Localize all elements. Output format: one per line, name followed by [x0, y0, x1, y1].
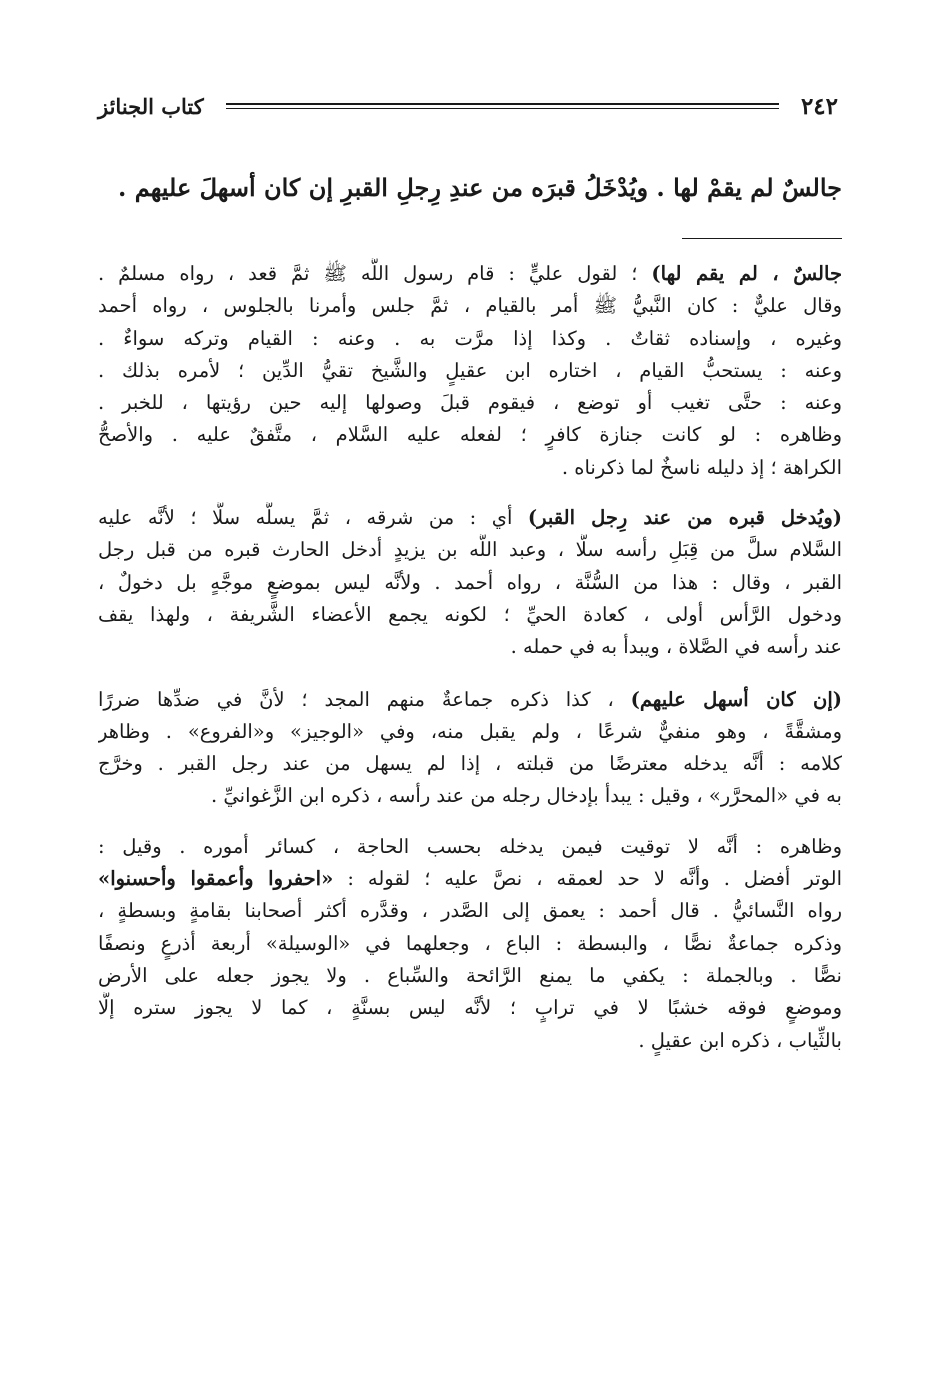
text-line: بالثِّياب ، ذكره ابن عقيلٍ .	[638, 1028, 842, 1052]
text-line: رواه النَّسائيُّ . قال أحمد : يعمق إلى الصَّدر ، وقدَّره أكثر أصحابنا بقامةٍ وبسطةٍ ،	[98, 899, 842, 923]
text-line: كلامه : أنَّه يدخله معترضًا من قبلته ، إذا لم يسهل من عند رجل القبر . وخرَّج	[98, 752, 842, 776]
text-line: ومشقَّةً ، وهو منفيٌّ شرعًا ، ولم يقبل منه، وفي «الوجيز» و«الفروع» . وظاهر	[98, 719, 842, 743]
paragraph-1	[98, 258, 842, 484]
lemma: (إن كان أسهل عليهم)	[630, 687, 842, 711]
paragraph-3	[98, 684, 842, 813]
text-line: نصًّا . وبالجملة : يكفي ما يمنع الرَّائحة والسِّباع . ولا يجوز جعله على الأرض	[98, 963, 842, 987]
lemma: (ويُدخل قبره من عند رِجل القبر)	[527, 506, 842, 530]
hadith-quote: «احفروا وأعمقوا وأحسنوا»	[98, 867, 334, 891]
matn-separator	[682, 238, 842, 239]
text-line: وغيره ، وإسناده ثقاتٌ . وكذا إذا مرَّت به . وعنه : القيام وتركه سواءٌ .	[98, 326, 842, 350]
text-line: وموضعٍ فوقه خشبًا لا في ترابٍ ؛ لأنَّه ليس بسنَّةٍ ، كما لا يجوز ستره إلَّا	[98, 996, 842, 1020]
paragraph-4	[98, 831, 842, 1057]
text-line: (إن كان أسهل عليهم) ، كذا ذكره جماعةٌ منهم المجد ؛ لأنَّ في ضدِّها ضررًا	[98, 687, 842, 711]
text-line: السَّلام سلَّ من قِبَلِ رأسه سلًّا ، وعبد اللَّه بن يزيدٍ أدخل الحارث قبره من قبل رجل	[98, 538, 842, 562]
text-line: وقال عليٌّ : كان النَّبيُّ ﷺ أمر بالقيام ، ثمَّ جلس وأمرنا بالجلوس ، رواه أحمد	[98, 294, 842, 318]
text-line: (ويُدخل قبره من عند رِجل القبر) أي : من شرقه ، ثمَّ يسلُّه سلًّا ؛ لأنَّه عليه	[98, 506, 842, 530]
text-line: جالسٌ ، لم يقم لها) ؛ لقول عليٍّ : قام رسول اللَّه ﷺ ثمَّ قعد ، رواه مسلمٌ .	[98, 262, 842, 285]
header-rule	[226, 103, 779, 109]
text-line: به في «المحرَّر» ، وقيل : يبدأ بإدخال رجله من عند رأسه ، ذكره ابن الزَّغوانيِّ .	[211, 784, 842, 808]
text-line: الوتر أفضل . وأنَّه لا حد لعمقه ، نصَّ عليه ؛ لقوله : «احفروا وأعمقوا وأحسنوا»	[98, 867, 842, 891]
page-number: ٢٤٢	[800, 92, 838, 120]
text-line: الكراهة ؛ إذ دليله ناسخٌ لما ذكرناه .	[561, 455, 842, 479]
commentary	[98, 258, 842, 1065]
book-title: كتاب الجنائز	[98, 93, 204, 119]
matn-text: جالسٌ لم يقمْ لها . ويُدْخَلُ قبرَه من عندِ رِجلِ القبرِ إن كان أسهلَ عليهم .	[118, 173, 842, 202]
lemma: جالسٌ ، لم يقم لها)	[651, 262, 842, 285]
text-line: ودخول الرَّأس أولى ، كعادة الحيِّ ؛ لكونه يجمع الأعضاء الشَّريفة ، ولهذا يقف	[98, 602, 842, 626]
paragraph-2	[98, 502, 842, 663]
text-line: وظاهره : لو كانت جنازة كافرٍ ؛ لفعله عليه السَّلام ، متَّفقٌ عليه . والأصحُّ	[98, 423, 842, 447]
text-line: وظاهره : أنَّه لا توقيت فيمن يدخله بحسب الحاجة ، كسائر أموره . وقيل :	[98, 834, 842, 858]
text-line: وعنه : حتَّى تغيب أو توضع ، فيقوم قبلَ وصولها إليه حين رؤيتها ، للخبر .	[98, 391, 842, 415]
running-header	[98, 86, 838, 126]
text-line: وذكره جماعةٌ نصًّا ، والبسطة : الباع ، وجعلهما في «الوسيلة» أربعة أذرعٍ ونصفًا	[98, 931, 842, 955]
text-line: القبر ، وقال : هذا من السُّنَّة ، رواه أحمد . ولأنَّه ليس بموضعٍ موجَّهٍ بل دخولٌ ،	[98, 570, 842, 594]
text-line: عند رأسه في الصَّلاة ، ويبدأ به في حمله .	[510, 635, 842, 659]
text-line: وعنه : يستحبُّ القيام ، اختاره ابن عقيلٍ والشَّيخ تقيُّ الدِّين ؛ لأمره بذلك .	[98, 358, 842, 382]
